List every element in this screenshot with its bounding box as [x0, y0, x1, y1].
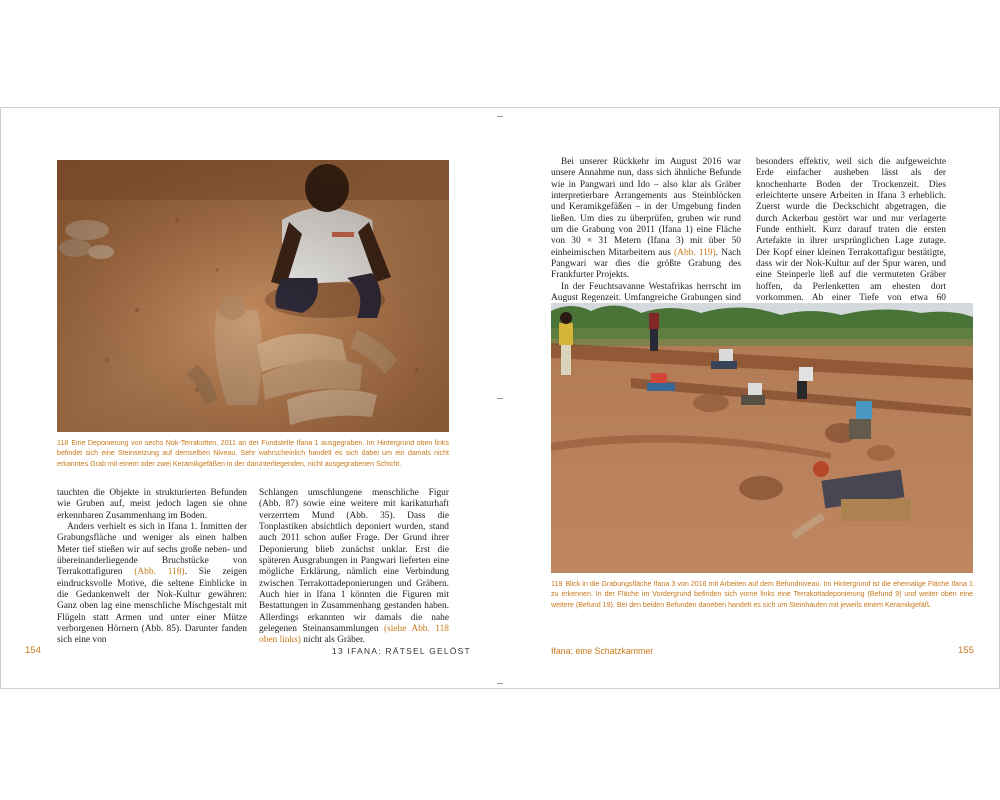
figure-reference-link[interactable]: (siehe Abb. 118 oben links): [259, 624, 449, 646]
gutter-crop-mark-bottom: [497, 683, 503, 684]
excavation-site-image: [551, 303, 973, 573]
figure-118-caption: [57, 438, 449, 469]
paragraph: Schlangen umschlungene menschliche Figur (Abb. 87) sowie eine weitere mit karikaturhaft verzerrtem Mund (Abb. 35). Dass die Tonplastiken absichtlich deponiert wurden, stand auch 2011 schon außer Frage. Der Grund ihrer Deponierung blieb zunächst unklar. Erst die späteren Ausgrabungen in Pangwari lieferten eine mögliche Erklärung, nämlich eine Verbindung zwischen Terrakottadeponierungen und Gräbern. Auch hier in Ifana 1 könnten die Figuren mit Bestattungen in Zusammenhang gestanden haben. Allerdings erkannten wir damals die nahe gelegenen Steinansammlungen (siehe Abb. 118 oben links) nicht als Gräber.: [259, 488, 449, 646]
paragraph: tauchten die Objekte in strukturierten Befunden wie Gruben auf, meist jedoch lagen sie ohne erkennbaren Zusammenhang im Boden.: [57, 488, 247, 521]
caption-text: Blick in die Grabungsfläche Ifana 3 von 2016 mit Arbeiten auf dem Befundniveau. Im Hintergrund ist die ehemalige Fläche Ifana 1 zu erkennen. In der Fläche im Vordergrund befinden sich vorne links eine Terrakottadeponierung (Befund 9) und weiter oben eine weitere (Befund 19). Bei den beiden Befunden daneben handelt es sich um Steinhaufen mit jeweils einem Keramikgefäß.: [551, 580, 973, 609]
running-head-right: Ifana: eine Schatzkammer: [551, 646, 654, 656]
running-head-left: 13 IFANA: RÄTSEL GELÖST: [332, 646, 471, 656]
figure-reference-link[interactable]: (Abb. 118): [134, 567, 185, 578]
caption-number: 119: [551, 580, 563, 588]
figure-reference-link[interactable]: (Abb. 119): [674, 247, 716, 258]
right-page-column-1: [551, 157, 741, 316]
figure-119-photo: [551, 303, 973, 573]
paragraph: besonders effektiv, weil sich die aufgeweichte Erde einfacher ausheben lässt als der knochenharte Boden der Trockenzeit. Dies erleichterte unsere Arbeiten in Ifana 3 erheblich. Zuerst wurde die Deckschicht abgetragen, die durch Ackerbau gestört war und nur verlagerte Funde enthielt. Kurz darauf traten die ersten Artefakte in ihrer ursprünglichen Lage zutage. Der Kopf einer kleinen Terrakottafigur bestätigte, dass wir der Nok-Kultur auf der Spur waren, und eine Steinperle ließ auf die vermuteten Gräber hoffen, da Perlenketten am ehesten dort vorkommen. Ab einer Tiefe von etwa 60: [756, 157, 946, 304]
figure-118-photo: [57, 160, 449, 432]
figure-119-caption: [551, 579, 973, 610]
paragraph: In der Feuchtsavanne Westafrikas herrscht im August Regenzeit. Umfangreiche Grabungen sind: [551, 281, 741, 304]
page-edge-bottom: [0, 688, 1000, 689]
gutter-crop-mark-middle: [497, 398, 503, 399]
page-number-left: 154: [25, 645, 41, 656]
page-edge-top: [0, 107, 1000, 108]
caption-text: Eine Deponierung von sechs Nok-Terrakotten, 2011 an der Fundstelle Ifana 1 ausgegraben. Im Hintergrund oben links befindet sich eine Steinsetzung auf demselben Niveau. Sehr wahrscheinlich handelt es sich dabei um ein damals nicht erkanntes Grab mit einem oder zwei Keramikgefäßen in der darunterliegenden, nicht ausgegrabenen Schicht.: [57, 439, 449, 468]
left-page-column-1: [57, 488, 247, 647]
page-number-right: 155: [958, 645, 974, 656]
page-edge-left: [0, 107, 1, 689]
caption-number: 118: [57, 439, 69, 447]
right-page-column-2: [756, 157, 946, 327]
gutter-crop-mark-top: [497, 116, 503, 117]
paragraph: Bei unserer Rückkehr im August 2016 war unsere Annahme nun, dass sich ähnliche Befunde wie in Pangwari und Ido – also klar als Gräber interpretierbare Arrangements aus Steinblöcken und Keramikgefäßen – in der Umgebung finden ließen. Um dies zu überprüfen, gruben wir rund um die Grabung von 2011 (Ifana 1) eine Fläche von 30 × 31 Metern (Ifana 3) mit über 50 einheimischen Mitarbeitern aus (Abb. 119). Nach Pangwari war dies die größte Grabung des Frankfurter Projekts.: [551, 157, 741, 281]
left-page-column-2: [259, 488, 449, 647]
paragraph: Anders verhielt es sich in Ifana 1. Inmitten der Grabungsfläche und weniger als einen halben Meter tief stießen wir auf sechs große neben- und übereinanderliegende Bruchstücke von Terrakottafiguren (Abb. 118). Sie zeigen eindrucksvolle Motive, die seltene Einblicke in die Gedankenwelt der Nok-Kultur gewähren: Ganz oben lag eine menschliche Mischgestalt mit Flügeln statt Armen und unter einer Mütze verborgenen Hörnern (Abb. 85). Darunter fanden sich eine von: [57, 522, 247, 646]
terracotta-excavation-image: [57, 160, 449, 432]
